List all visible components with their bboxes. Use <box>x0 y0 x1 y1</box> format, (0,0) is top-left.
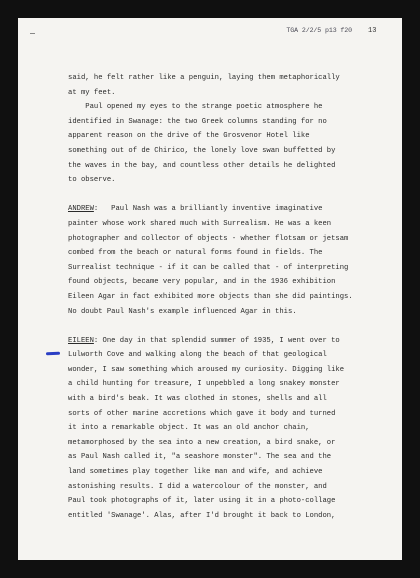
text-line: astonishing results. I did a watercolour of the monster, and <box>68 482 327 491</box>
text-line: combed from the beach or natural forms found in fields. The <box>68 249 323 258</box>
blue-pen-margin-mark <box>46 352 60 355</box>
document-body <box>68 71 402 523</box>
text-line: metamorphosed by the sea into a new creation, a bird snake, or <box>68 438 336 447</box>
text-line: to observe. <box>68 176 116 185</box>
document-page <box>18 18 402 560</box>
text-line: Eileen Agar in fact exhibited more objects than she did paintings. <box>68 292 353 301</box>
text-line: Surrealist technique - if it can be called that - of interpreting <box>68 263 349 272</box>
text-line: EILEEN: One day in that splendid summer of 1935, I went over to <box>68 336 340 345</box>
text-line: ANDREW: Paul Nash was a brilliantly inventive imaginative <box>68 205 323 214</box>
text-line: sorts of other marine accretions which gave it body and turned <box>68 409 336 418</box>
text-line: identified in Swanage: the two Greek columns standing for no <box>68 117 327 126</box>
text-line: as Paul Nash called it, "a seashore monster". The sea and the <box>68 453 332 462</box>
text-line: something out of de Chirico, the lonely love swan buffetted by <box>68 146 336 155</box>
page-number: 13 <box>368 27 377 35</box>
text-line: at my feet. <box>68 88 116 97</box>
text-line: wonder, I saw something which aroused my curiosity. Digging like <box>68 365 345 374</box>
text-line: the waves in the bay, and countless other details he delighted <box>68 161 336 170</box>
text-line: it into a remarkable object. It was an old anchor chain, <box>68 424 310 433</box>
text-line: Paul opened my eyes to the strange poetic atmosphere he <box>68 103 323 112</box>
speaker-name: EILEEN <box>68 336 94 345</box>
text-line: Paul took photographs of it, later using it in a photo-collage <box>68 497 336 506</box>
text-line: with a bird's beak. It was clothed in stones, shells and all <box>68 395 327 404</box>
text-line: apparent reason on the drive of the Grosvenor Hotel like <box>68 132 310 141</box>
text-line: a child hunting for treasure, I unpebbled a long snakey monster <box>68 380 340 389</box>
text-line: land sometimes play together like man and wife, and achieve <box>68 468 323 477</box>
text-line: said, he felt rather like a penguin, laying them metaphorically <box>68 74 340 82</box>
text-line: photographer and collector of objects - whether flotsam or jetsam <box>68 234 349 243</box>
text-line: Lulworth Cove and walking along the beach of that geological <box>68 351 327 360</box>
text-line: found objects, became very popular, and in the 1936 exhibition <box>68 278 336 287</box>
text-line: No doubt Paul Nash's example influenced Agar in this. <box>68 307 297 316</box>
archive-reference: TGA 2/2/5 p13 f20 <box>286 27 352 34</box>
speaker-name: ANDREW <box>68 205 94 214</box>
text-line: painter whose work shared much with Surrealism. He was a keen <box>68 219 332 228</box>
text-line: entitled 'Swanage'. Alas, after I'd brought it back to London, <box>68 511 336 520</box>
